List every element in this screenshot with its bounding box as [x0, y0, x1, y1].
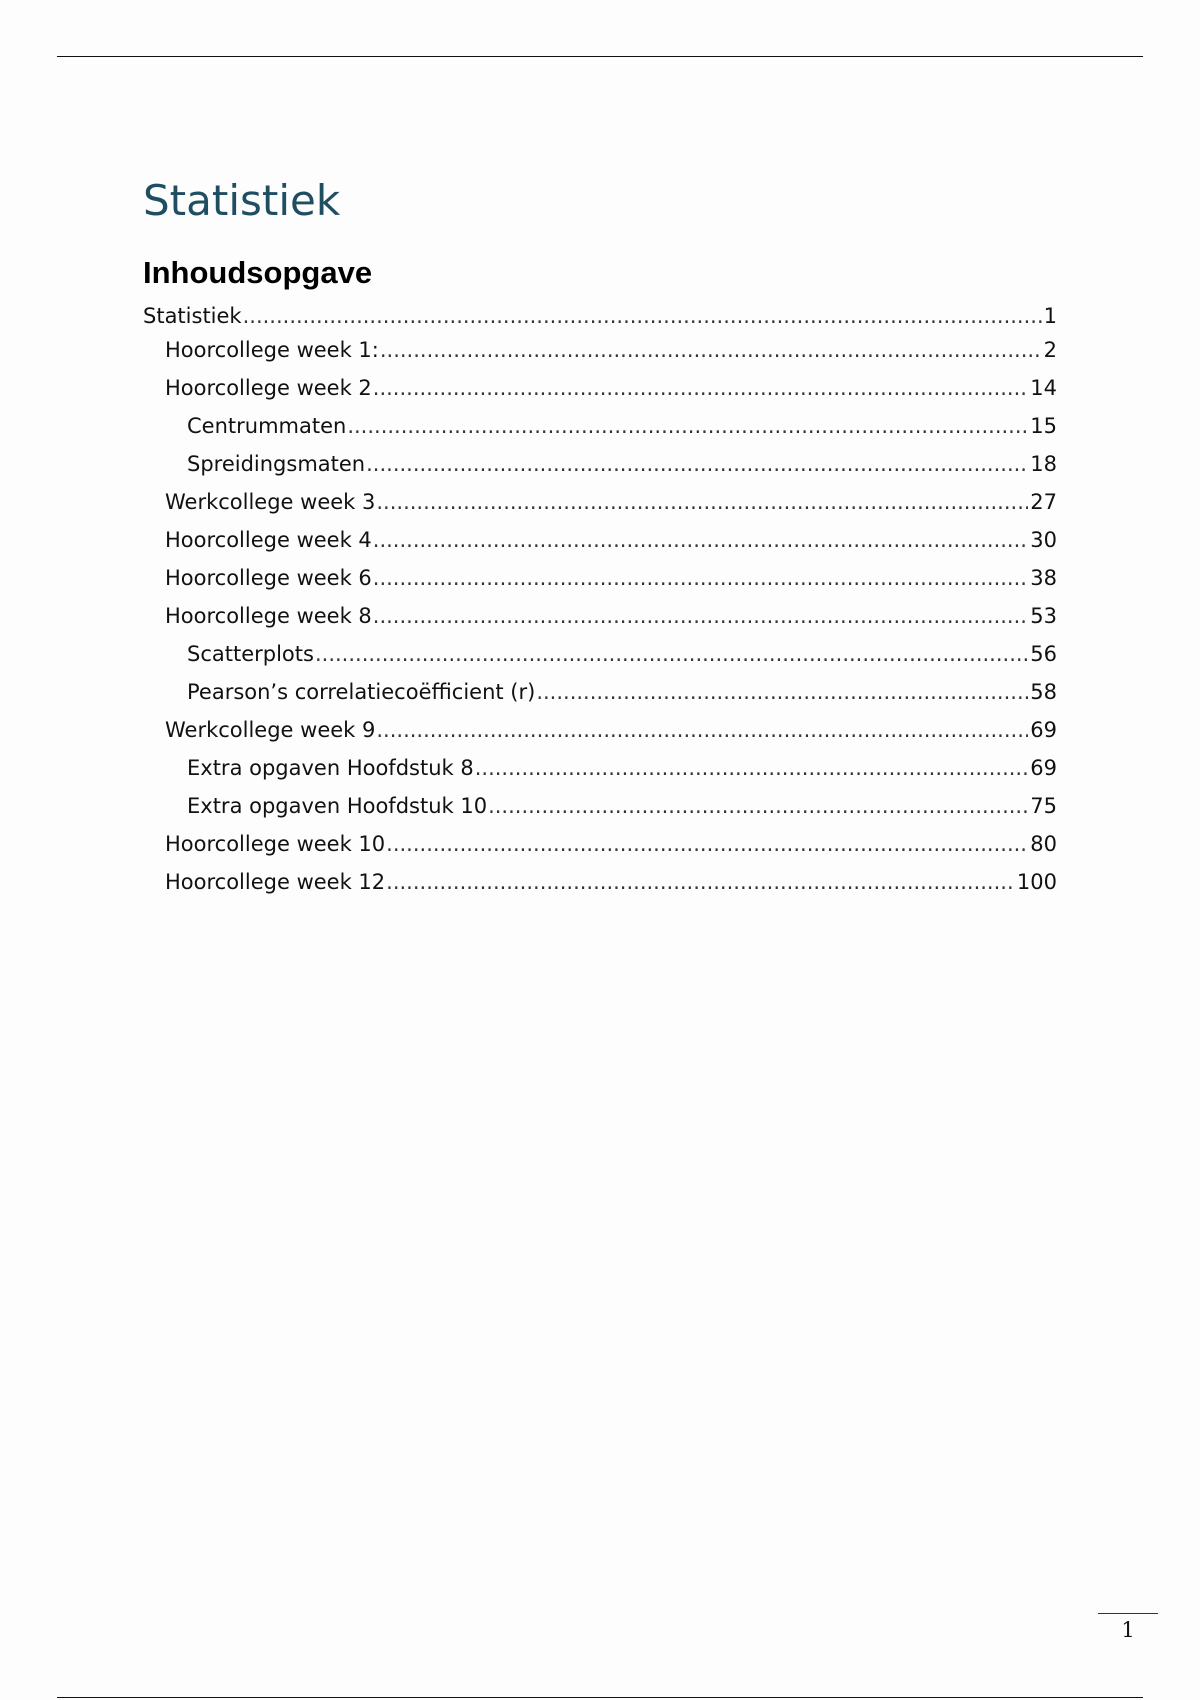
toc-entry[interactable]	[143, 602, 1057, 630]
toc-entry[interactable]	[143, 830, 1057, 858]
toc-dot-leader	[475, 754, 1029, 782]
toc-dot-leader	[488, 792, 1028, 820]
toc-entry[interactable]	[143, 792, 1057, 820]
toc-entry-title: Hoorcollege week 2	[165, 376, 372, 400]
table-of-contents	[143, 302, 1057, 906]
footer-rule	[57, 1697, 1143, 1698]
toc-entry-page: 38	[1030, 566, 1057, 590]
toc-entry-page: 27	[1030, 490, 1057, 514]
toc-entry[interactable]	[143, 868, 1057, 896]
toc-entry[interactable]	[143, 412, 1057, 440]
toc-dot-leader	[373, 526, 1028, 554]
toc-dot-leader	[376, 716, 1028, 744]
toc-entry-title: Extra opgaven Hoofdstuk 10	[187, 794, 488, 818]
page-number-rule	[1098, 1613, 1158, 1614]
toc-heading: Inhoudsopgave	[143, 255, 373, 290]
toc-entry[interactable]	[143, 302, 1057, 330]
toc-entry-page: 1	[1043, 304, 1057, 328]
toc-entry[interactable]	[143, 640, 1057, 668]
header-rule	[57, 56, 1143, 57]
toc-entry-page: 56	[1030, 642, 1057, 666]
toc-entry[interactable]	[143, 450, 1057, 478]
toc-entry-title: Werkcollege week 3	[165, 490, 376, 514]
toc-dot-leader	[386, 830, 1028, 858]
toc-dot-leader	[243, 302, 1042, 330]
toc-entry[interactable]	[143, 374, 1057, 402]
toc-dot-leader	[315, 640, 1028, 668]
toc-dot-leader	[376, 488, 1028, 516]
toc-dot-leader	[373, 564, 1028, 592]
toc-entry-page: 18	[1030, 452, 1057, 476]
toc-entry[interactable]	[143, 678, 1057, 706]
toc-entry-title: Extra opgaven Hoofdstuk 8	[187, 756, 474, 780]
toc-entry-title: Centrummaten	[187, 414, 347, 438]
toc-entry[interactable]	[143, 526, 1057, 554]
toc-entry-page: 80	[1030, 832, 1057, 856]
toc-dot-leader	[536, 678, 1028, 706]
toc-entry-title: Hoorcollege week 6	[165, 566, 372, 590]
toc-entry-page: 75	[1030, 794, 1057, 818]
toc-entry[interactable]	[143, 716, 1057, 744]
toc-entry[interactable]	[143, 564, 1057, 592]
toc-entry-page: 30	[1030, 528, 1057, 552]
toc-entry-page: 69	[1030, 756, 1057, 780]
toc-entry-page: 2	[1043, 338, 1057, 362]
toc-entry-title: Hoorcollege week 10	[165, 832, 386, 856]
toc-entry-page: 100	[1016, 870, 1057, 894]
page-number: 1	[1121, 1618, 1135, 1642]
toc-dot-leader	[386, 868, 1015, 896]
toc-entry-page: 15	[1030, 414, 1057, 438]
toc-entry-title: Hoorcollege week 8	[165, 604, 372, 628]
toc-entry-page: 53	[1030, 604, 1057, 628]
toc-dot-leader	[380, 336, 1042, 364]
toc-entry-title: Statistiek	[143, 304, 242, 328]
toc-dot-leader	[373, 602, 1028, 630]
toc-dot-leader	[373, 374, 1028, 402]
toc-entry-title: Hoorcollege week 12	[165, 870, 386, 894]
toc-entry-title: Hoorcollege week 4	[165, 528, 372, 552]
toc-dot-leader	[366, 450, 1028, 478]
toc-entry-page: 58	[1030, 680, 1057, 704]
toc-entry-title: Hoorcollege week 1:	[165, 338, 379, 362]
toc-entry-title: Spreidingsmaten	[187, 452, 366, 476]
toc-entry-title: Scatterplots	[187, 642, 314, 666]
toc-entry-page: 69	[1030, 718, 1057, 742]
toc-entry-title: Werkcollege week 9	[165, 718, 376, 742]
toc-dot-leader	[347, 412, 1028, 440]
toc-entry-title: Pearson’s correlatiecoëfficient (r)	[187, 680, 536, 704]
toc-entry[interactable]	[143, 754, 1057, 782]
toc-entry[interactable]	[143, 336, 1057, 364]
toc-entry[interactable]	[143, 488, 1057, 516]
toc-entry-page: 14	[1030, 376, 1057, 400]
document-title: Statistiek	[143, 176, 341, 225]
